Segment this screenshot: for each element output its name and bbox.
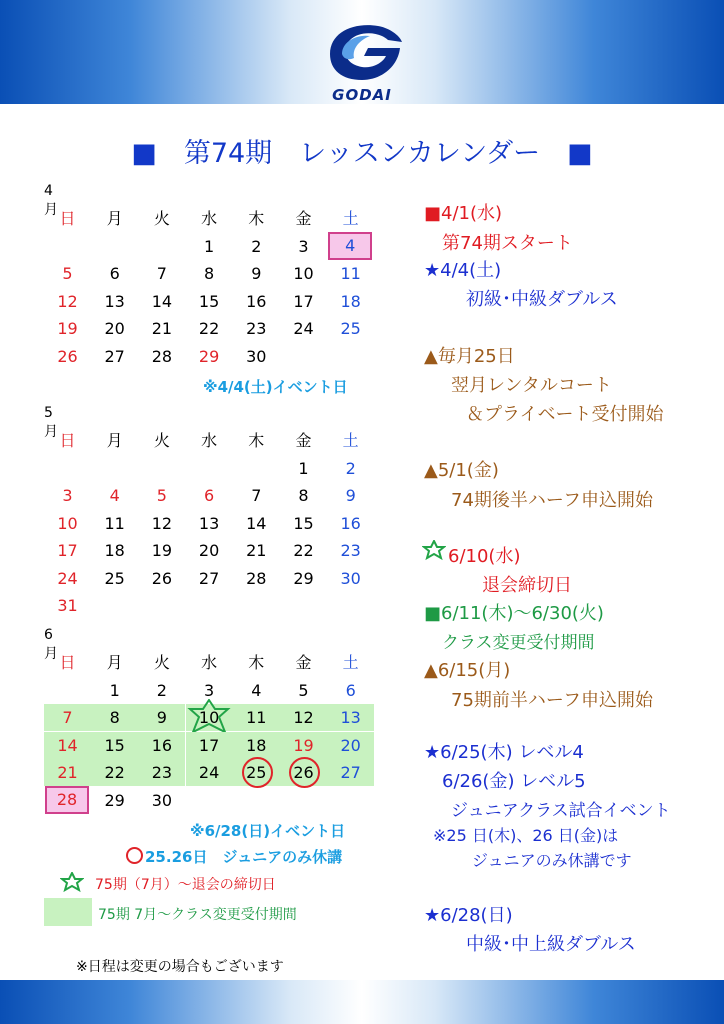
weekday-header: 金	[295, 431, 312, 450]
green-legend-swatch	[44, 898, 92, 926]
note-title: 6/10(水)	[448, 546, 521, 567]
month-label: 6月	[44, 627, 58, 662]
day-cell: 18	[340, 291, 361, 311]
note-line: 6/26(金) レベル5	[442, 771, 586, 792]
day-cell: 11	[246, 708, 267, 727]
day-cell: 10	[198, 708, 220, 727]
day-cell: 18	[104, 541, 125, 560]
day-cell: 14	[57, 735, 78, 755]
day-cell: 11	[104, 513, 125, 533]
day-cell: 12	[57, 291, 78, 311]
weekday-header: 水	[201, 653, 218, 672]
day-cell: 9	[251, 264, 262, 283]
day-cell: 29	[293, 568, 314, 588]
red-circle-icon	[126, 847, 143, 864]
day-cell: 17	[198, 735, 220, 755]
weekday-header: 日	[59, 209, 76, 228]
day-cell: 23	[151, 763, 173, 782]
note-line: 74期後半ハーフ申込開始	[451, 490, 654, 511]
day-cell: 6	[109, 264, 120, 283]
note-line: 退会締切日	[482, 575, 572, 596]
day-cell: 16	[151, 735, 173, 755]
note-title: ▲5/1(金)	[424, 460, 499, 481]
day-cell: 12	[151, 513, 173, 533]
day-cell: 17	[293, 291, 314, 311]
weekday-header: 月	[106, 431, 123, 450]
day-cell: 24	[57, 568, 78, 588]
footnote: ※日程は変更の場合もございます	[76, 959, 284, 975]
month-label: 5月	[44, 405, 58, 440]
day-cell: 11	[340, 264, 361, 283]
circle-note-text: 25.26日 ジュニアのみ休講	[145, 848, 343, 866]
day-cell: 30	[151, 790, 173, 810]
weekday-header: 火	[153, 209, 170, 228]
day-cell: 22	[293, 541, 314, 560]
note-line: ＆プライベート受付開始	[466, 404, 664, 425]
day-cell: 21	[246, 541, 267, 560]
red-circle-icon	[289, 757, 320, 788]
day-cell: 2	[156, 680, 167, 700]
legend-star-text: 75期（7月）～退会の締切日	[95, 877, 276, 893]
month-label: 4月	[44, 183, 58, 218]
day-cell: 26	[57, 346, 78, 366]
day-cell: 8	[109, 708, 120, 727]
day-cell: 28	[246, 568, 267, 588]
star-outline-icon	[186, 699, 232, 735]
day-cell: 12	[293, 708, 314, 727]
star-outline-icon	[422, 540, 446, 562]
day-cell: 29	[104, 790, 125, 810]
weekday-header: 火	[153, 431, 170, 450]
day-cell: 16	[246, 291, 267, 311]
day-cell: 20	[340, 735, 361, 755]
day-cell: 17	[57, 541, 78, 560]
day-cell: 26	[293, 763, 314, 782]
day-cell: 8	[204, 264, 215, 283]
circle-note	[126, 846, 342, 867]
weekday-header: 月	[106, 653, 123, 672]
note-title: ▲毎月25日	[424, 346, 515, 367]
day-cell: 5	[62, 264, 73, 283]
weekday-header: 水	[201, 209, 218, 228]
day-cell: 27	[198, 568, 220, 588]
day-cell: 10	[293, 264, 314, 283]
day-cell: 3	[298, 236, 309, 256]
day-cell: 22	[104, 763, 125, 782]
day-cell: 20	[104, 319, 125, 338]
day-cell: 19	[57, 319, 78, 338]
day-cell: 5	[156, 486, 167, 505]
day-cell: 13	[104, 291, 125, 311]
day-cell: 9	[345, 486, 356, 505]
day-cell: 2	[251, 236, 262, 256]
legend-green-text: 75期 7月～クラス変更受付期間	[98, 907, 297, 923]
day-cell: 13	[340, 708, 361, 727]
day-cell: 26	[151, 568, 173, 588]
day-cell: 30	[246, 346, 267, 366]
day-cell: 3	[62, 486, 73, 505]
note-line: クラス変更受付期間	[442, 633, 595, 653]
logo-text: GODAI	[332, 86, 392, 104]
note-title: ▲6/15(月)	[424, 660, 511, 681]
weekday-header: 木	[248, 209, 265, 228]
day-cell: 7	[62, 708, 73, 727]
weekday-header: 金	[295, 653, 312, 672]
day-cell: 7	[251, 486, 262, 505]
weekday-header: 火	[153, 653, 170, 672]
day-cell: 27	[104, 346, 125, 366]
note-line: ※25 日(木)、26 日(金)は	[433, 826, 619, 845]
day-cell: 16	[340, 513, 361, 533]
day-cell: 3	[204, 680, 215, 700]
day-cell: 10	[57, 513, 78, 533]
weekday-header: 日	[59, 431, 76, 450]
day-cell: 14	[246, 513, 267, 533]
day-cell: 21	[151, 319, 173, 338]
weekday-header: 月	[106, 209, 123, 228]
day-cell: 1	[298, 458, 309, 478]
day-cell: 19	[151, 541, 173, 560]
april-event-note: ※4/4(土)イベント日	[203, 378, 348, 396]
note-title: ★6/25(木) レベル4	[424, 742, 584, 763]
note-line: ジュニアクラス試合イベント	[451, 801, 671, 821]
page-title: ■ 第74期 レッスンカレンダー ■	[131, 138, 593, 169]
day-cell: 24	[293, 319, 314, 338]
day-cell: 15	[198, 291, 220, 311]
note-line: 翌月レンタルコート	[451, 375, 612, 396]
day-cell: 29	[198, 346, 220, 366]
note-title: ★4/4(土)	[424, 260, 502, 281]
day-cell: 27	[340, 763, 361, 782]
note-line: 初級･中級ダブルス	[466, 289, 618, 310]
day-cell: 30	[340, 568, 361, 588]
day-cell: 15	[104, 735, 125, 755]
day-cell: 21	[57, 763, 78, 782]
day-cell: 20	[198, 541, 220, 560]
weekday-header: 木	[248, 653, 265, 672]
red-circle-icon	[242, 757, 273, 788]
note-line: 第74期スタート	[442, 233, 573, 254]
day-cell: 1	[204, 236, 215, 256]
day-cell: 23	[340, 541, 361, 560]
day-cell: 15	[293, 513, 314, 533]
note-title: ★6/28(日)	[424, 905, 513, 926]
day-cell: 25	[246, 763, 267, 782]
day-cell: 8	[298, 486, 309, 505]
june-event-note: ※6/28(日)イベント日	[190, 822, 346, 840]
day-cell: 18	[246, 735, 267, 755]
note-title: ■6/11(木)～6/30(火)	[424, 603, 604, 624]
note-title: ■4/1(水)	[424, 203, 503, 224]
day-cell: 4	[251, 680, 262, 700]
weekday-header: 日	[59, 653, 76, 672]
footer-band	[0, 980, 724, 1024]
day-cell: 28	[151, 346, 173, 366]
day-cell: 4	[109, 486, 120, 505]
day-cell: 13	[198, 513, 220, 533]
day-cell: 6	[204, 486, 215, 505]
day-cell: 31	[57, 596, 78, 615]
day-cell: 14	[151, 291, 173, 311]
day-cell: 25	[104, 568, 125, 588]
day-cell: 19	[293, 735, 314, 755]
weekday-header: 水	[201, 431, 218, 450]
day-cell: 7	[156, 264, 167, 283]
day-cell: 24	[198, 763, 220, 782]
day-cell: 9	[156, 708, 167, 727]
godai-logo-icon	[320, 18, 406, 84]
note-line: ジュニアのみ休講です	[472, 851, 632, 870]
weekday-header: 土	[342, 209, 359, 228]
day-cell: 28	[45, 786, 89, 814]
day-cell: 4	[328, 232, 372, 260]
star-outline-icon	[60, 872, 84, 894]
weekday-header: 土	[342, 653, 359, 672]
day-cell: 23	[246, 319, 267, 338]
day-cell: 1	[109, 680, 120, 700]
weekday-header: 金	[295, 209, 312, 228]
weekday-header: 土	[342, 431, 359, 450]
day-cell: 5	[298, 680, 309, 700]
note-line: 中級･中上級ダブルス	[466, 934, 636, 955]
day-cell: 22	[198, 319, 220, 338]
day-cell: 6	[345, 680, 356, 700]
day-cell: 2	[345, 458, 356, 478]
note-line: 75期前半ハーフ申込開始	[451, 690, 654, 711]
weekday-header: 木	[248, 431, 265, 450]
day-cell: 25	[340, 319, 361, 338]
